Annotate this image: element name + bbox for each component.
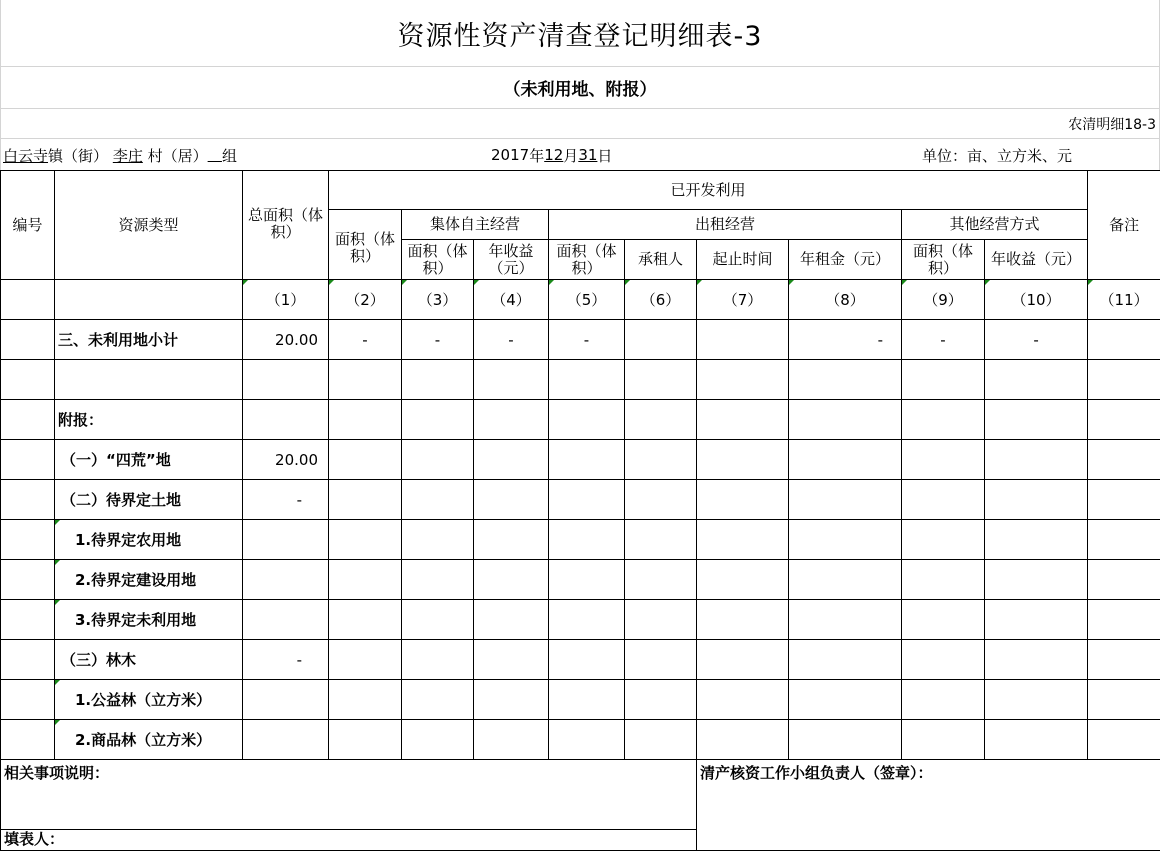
row-cell	[789, 560, 902, 600]
row-cell	[985, 720, 1088, 760]
row-cell	[474, 720, 549, 760]
row-cell	[474, 400, 549, 440]
row-cell	[985, 400, 1088, 440]
colnum-6: （6）	[625, 280, 697, 320]
row-cell	[402, 400, 474, 440]
row-cell	[402, 600, 474, 640]
row-cell	[697, 400, 789, 440]
group-suffix: 组	[222, 145, 237, 166]
row-cell	[1088, 680, 1160, 720]
header-lease: 出租经营	[549, 210, 902, 240]
row-cell	[625, 480, 697, 520]
row-cell	[402, 720, 474, 760]
row-cell	[1088, 360, 1160, 400]
row-cell	[474, 680, 549, 720]
row-code	[1, 680, 55, 720]
row-cell	[697, 720, 789, 760]
row-label: 2.待界定建设用地	[55, 560, 243, 600]
header-other-area: 面积（体积）	[902, 240, 985, 280]
row-code	[1, 600, 55, 640]
colnum-blank	[55, 280, 243, 320]
row-c7	[697, 320, 789, 360]
row-label: （一）“四荒”地	[55, 440, 243, 480]
row-cell	[697, 360, 789, 400]
colnum-2: （2）	[329, 280, 402, 320]
table-row	[1, 520, 1160, 560]
row-cell	[789, 640, 902, 680]
town-name: 白云寺	[3, 145, 48, 166]
row-label: 2.商品林（立方米）	[55, 720, 243, 760]
row-label: （三）林木	[55, 640, 243, 680]
row-cell	[474, 560, 549, 600]
row-cell	[625, 520, 697, 560]
colnum-1: （1）	[243, 280, 329, 320]
row-cell	[1088, 600, 1160, 640]
header-total-area: 总面积（体积）	[243, 171, 329, 280]
row-cell	[985, 640, 1088, 680]
row-cell	[789, 720, 902, 760]
row-cell	[985, 520, 1088, 560]
row-cell	[902, 600, 985, 640]
row-cell	[697, 440, 789, 480]
row-code	[1, 320, 55, 360]
row-c8: -	[789, 320, 902, 360]
header-code: 编号	[1, 171, 55, 280]
group-name	[208, 146, 222, 164]
row-c6	[625, 320, 697, 360]
date-month: 12	[544, 146, 563, 164]
row-code	[1, 400, 55, 440]
row-cell	[902, 360, 985, 400]
row-total: -	[243, 640, 329, 680]
row-cell	[625, 560, 697, 600]
row-cell	[549, 640, 625, 680]
row-cell	[625, 400, 697, 440]
row-label: （二）待界定土地	[55, 480, 243, 520]
row-cell	[1088, 720, 1160, 760]
row-cell	[789, 520, 902, 560]
colnum-5: （5）	[549, 280, 625, 320]
town-suffix: 镇（街）	[48, 145, 108, 166]
location-line	[3, 140, 237, 170]
village-suffix: 村（居）	[148, 145, 208, 166]
row-cell	[402, 440, 474, 480]
colnum-4: （4）	[474, 280, 549, 320]
row-cell	[789, 480, 902, 520]
row-cell	[1088, 560, 1160, 600]
month-suffix: 月	[563, 145, 578, 166]
row-code	[1, 720, 55, 760]
date-line	[491, 140, 612, 170]
row-label: 附报：	[55, 400, 243, 440]
table-row	[1, 400, 1160, 440]
row-total: 20.00	[243, 320, 329, 360]
row-cell	[329, 520, 402, 560]
row-cell	[474, 440, 549, 480]
header-tenant: 承租人	[625, 240, 697, 280]
row-cell	[789, 440, 902, 480]
row-cell	[549, 440, 625, 480]
row-cell	[329, 440, 402, 480]
row-label: 1.待界定农用地	[55, 520, 243, 560]
row-cell	[697, 680, 789, 720]
table-row	[1, 560, 1160, 600]
row-cell	[789, 600, 902, 640]
row-code	[1, 480, 55, 520]
row-cell	[625, 640, 697, 680]
row-cell	[329, 360, 402, 400]
row-c9: -	[902, 320, 985, 360]
row-cell	[549, 400, 625, 440]
row-cell	[1088, 400, 1160, 440]
colnum-7: （7）	[697, 280, 789, 320]
colnum-8: （8）	[789, 280, 902, 320]
row-total	[243, 720, 329, 760]
table-row	[1, 720, 1160, 760]
row-cell	[402, 480, 474, 520]
row-cell	[697, 560, 789, 600]
row-cell	[402, 360, 474, 400]
table-row	[1, 480, 1160, 520]
row-c11	[1088, 320, 1160, 360]
page-subtitle: （未利用地、附报）	[0, 66, 1160, 108]
row-total: -	[243, 480, 329, 520]
row-cell	[789, 400, 902, 440]
row-cell	[549, 480, 625, 520]
row-cell	[329, 560, 402, 600]
row-cell	[1088, 480, 1160, 520]
colnum-blank	[1, 280, 55, 320]
row-cell	[474, 520, 549, 560]
colnum-10: （10）	[985, 280, 1088, 320]
row-total	[243, 360, 329, 400]
row-cell	[902, 480, 985, 520]
row-cell	[902, 560, 985, 600]
row-cell	[1088, 640, 1160, 680]
row-label	[55, 360, 243, 400]
row-cell	[549, 360, 625, 400]
row-code	[1, 560, 55, 600]
row-total	[243, 520, 329, 560]
row-cell	[697, 480, 789, 520]
row-cell	[549, 720, 625, 760]
header-collective-income: 年收益（元）	[474, 240, 549, 280]
year-suffix: 年	[529, 145, 544, 166]
colnum-11: （11）	[1088, 280, 1160, 320]
row-cell	[902, 680, 985, 720]
day-suffix: 日	[597, 145, 612, 166]
row-cell	[329, 600, 402, 640]
page-title: 资源性资产清查登记明细表-3	[0, 0, 1160, 66]
row-c5: -	[549, 320, 625, 360]
row-cell	[1088, 440, 1160, 480]
row-cell	[549, 520, 625, 560]
row-total	[243, 680, 329, 720]
row-cell	[985, 480, 1088, 520]
row-cell	[985, 560, 1088, 600]
row-cell	[474, 640, 549, 680]
row-cell	[329, 400, 402, 440]
row-cell	[549, 680, 625, 720]
row-cell	[789, 680, 902, 720]
table-row	[1, 680, 1160, 720]
table-row	[1, 320, 1160, 360]
header-other-income: 年收益（元）	[985, 240, 1088, 280]
header-collective: 集体自主经营	[402, 210, 549, 240]
row-cell	[902, 440, 985, 480]
notes-label: 相关事项说明：	[1, 760, 697, 830]
row-total	[243, 560, 329, 600]
table-row	[1, 600, 1160, 640]
row-cell	[625, 600, 697, 640]
asset-table	[0, 170, 1160, 851]
row-cell	[402, 520, 474, 560]
header-other: 其他经营方式	[902, 210, 1088, 240]
row-c10: -	[985, 320, 1088, 360]
row-cell	[625, 360, 697, 400]
header-collective-area: 面积（体积）	[402, 240, 474, 280]
row-cell	[985, 440, 1088, 480]
row-cell	[329, 680, 402, 720]
colnum-9: （9）	[902, 280, 985, 320]
table-row	[1, 440, 1160, 480]
row-total	[243, 400, 329, 440]
header-lease-area: 面积（体积）	[549, 240, 625, 280]
row-code	[1, 640, 55, 680]
unit-label: 单位：亩、立方米、元	[922, 140, 1072, 170]
row-label: 1.公益林（立方米）	[55, 680, 243, 720]
row-cell	[474, 480, 549, 520]
row-cell	[902, 640, 985, 680]
header-rent: 年租金（元）	[789, 240, 902, 280]
filler-label: 填表人：	[1, 830, 697, 851]
leader-signature-label: 清产核资工作小组负责人（签章）：	[697, 760, 1160, 851]
row-c2: -	[329, 320, 402, 360]
row-cell	[402, 680, 474, 720]
table-row	[1, 640, 1160, 680]
row-cell	[697, 600, 789, 640]
row-cell	[402, 560, 474, 600]
row-label: 三、未利用地小计	[55, 320, 243, 360]
header-period: 起止时间	[697, 240, 789, 280]
row-cell	[902, 520, 985, 560]
header-remark: 备注	[1088, 171, 1160, 280]
colnum-3: （3）	[402, 280, 474, 320]
row-cell	[697, 640, 789, 680]
table-row	[1, 360, 1160, 400]
row-cell	[985, 360, 1088, 400]
form-number: 农清明细18-3	[1068, 108, 1156, 140]
row-cell	[697, 520, 789, 560]
date-year: 2017	[491, 146, 529, 164]
row-cell	[985, 680, 1088, 720]
header-dev-area: 面积（体积）	[329, 210, 402, 280]
row-cell	[902, 720, 985, 760]
row-cell	[329, 720, 402, 760]
row-cell	[329, 480, 402, 520]
row-code	[1, 440, 55, 480]
date-day: 31	[578, 146, 597, 164]
row-total	[243, 600, 329, 640]
row-cell	[985, 600, 1088, 640]
row-c4: -	[474, 320, 549, 360]
row-cell	[474, 360, 549, 400]
row-cell	[1088, 520, 1160, 560]
village-name: 李庄	[113, 145, 143, 166]
row-cell	[625, 440, 697, 480]
row-code	[1, 520, 55, 560]
row-cell	[549, 600, 625, 640]
header-type: 资源类型	[55, 171, 243, 280]
row-cell	[789, 360, 902, 400]
header-developed: 已开发利用	[329, 171, 1088, 210]
row-cell	[625, 680, 697, 720]
row-cell	[625, 720, 697, 760]
row-cell	[329, 640, 402, 680]
row-cell	[549, 560, 625, 600]
row-cell	[474, 600, 549, 640]
row-c3: -	[402, 320, 474, 360]
row-label: 3.待界定未利用地	[55, 600, 243, 640]
row-code	[1, 360, 55, 400]
row-total: 20.00	[243, 440, 329, 480]
row-cell	[402, 640, 474, 680]
row-cell	[902, 400, 985, 440]
